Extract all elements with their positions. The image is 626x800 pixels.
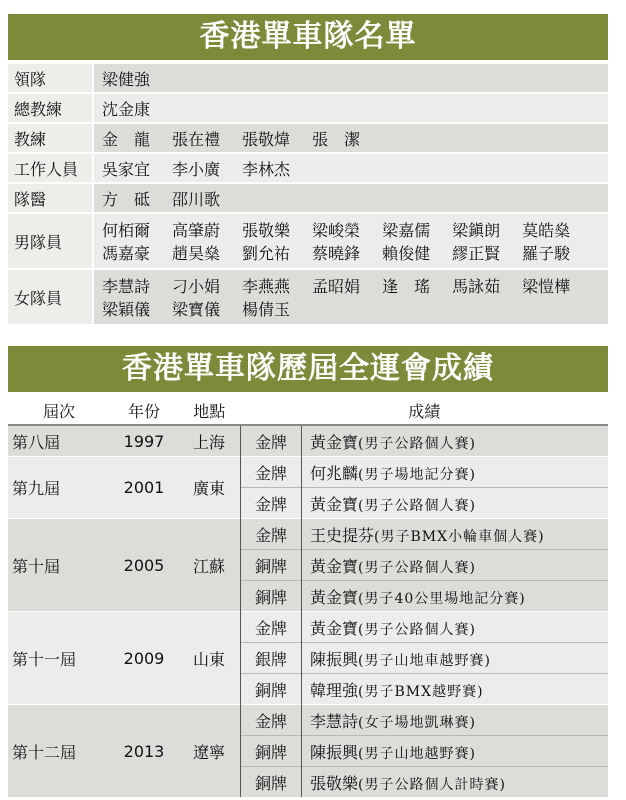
roster-row [8,94,608,124]
roster-name: 邵川歌 [172,189,221,209]
place-cell: 江蘇 [178,519,241,612]
roster-name: 趙昊燊 [172,244,221,263]
roster-names [94,124,608,152]
roster-name: 馬詠茹 [452,277,501,296]
roster-names [94,214,608,268]
event-name: (男子公路個人賽) [358,621,476,638]
roster-row [8,124,608,154]
roster-name: 羅子駿 [522,244,571,263]
medal-cell: 銅牌 [241,736,302,767]
roster-name: 張在禮 [172,129,221,149]
roster-name: 繆正賢 [452,244,501,263]
event-name: (男子公路個人賽) [358,435,476,452]
roster-name: 沈金康 [102,99,151,119]
roster-names [94,94,608,122]
medal-cell: 金牌 [241,705,302,736]
place-cell: 山東 [178,612,241,705]
event-name: (男子BMX越野賽) [358,683,484,700]
roster-row [8,64,608,94]
roster-names [94,64,608,92]
athlete-name: 王史提芬 [310,525,375,545]
edition-cell: 第十一屆 [8,612,110,705]
roster-row [8,214,608,270]
roster-name: 梁寶儀 [172,300,221,319]
roster-name: 張敬樂 [242,221,291,240]
result-row [8,425,608,457]
edition-cell: 第八屆 [8,425,110,457]
roster-title: 香港單車隊名單 [8,14,608,60]
roster-name: 梁穎儀 [102,300,151,319]
result-row [8,519,608,550]
event-name: (男子公路個人賽) [358,559,476,576]
event-name: (男子40公里場地記分賽) [358,590,526,607]
roster-role-label: 總教練 [8,94,94,122]
athlete-name: 陳振興 [310,742,359,762]
roster-row [8,270,608,326]
year-cell: 2013 [110,705,178,798]
medal-cell: 銅牌 [241,674,302,705]
athlete-name: 陳振興 [310,649,359,669]
event-name: (男子山地車越野賽) [358,652,491,669]
roster-row [8,184,608,214]
event-name: (男子公路個人賽) [358,497,476,514]
medal-cell: 金牌 [241,488,302,519]
roster-name: 李小廣 [172,159,221,179]
place-cell: 廣東 [178,457,241,519]
athlete-name: 李慧詩 [310,711,359,731]
medal-cell: 銅牌 [241,767,302,798]
result-cell [302,581,609,612]
result-cell [302,612,609,643]
roster-names [94,154,608,182]
roster-name: 張 潔 [312,129,361,149]
result-cell [302,550,609,581]
roster-name: 劉允祐 [242,244,291,263]
roster-role-label: 教練 [8,124,94,152]
roster-name: 張敬煒 [242,129,291,149]
roster-name: 金 龍 [102,129,151,149]
medal-cell: 金牌 [241,612,302,643]
medal-cell: 金牌 [241,425,302,457]
roster-name: 吳家宜 [102,159,151,179]
result-cell [302,674,609,705]
roster-name: 何栢爾 [102,221,151,240]
athlete-name: 黃金寶 [310,618,359,638]
place-cell: 遼寧 [178,705,241,798]
roster-name: 李慧詩 [102,277,151,296]
roster-names [94,270,608,324]
year-cell: 2001 [110,457,178,519]
roster-name: 梁鎭朗 [452,221,501,240]
roster-name: 逢 瑤 [382,277,431,296]
roster-name: 刁小娟 [172,277,221,296]
header-place: 地點 [178,396,241,425]
roster-name: 蔡曉鋒 [312,244,361,263]
roster-name: 馮嘉豪 [102,244,151,263]
athlete-name: 韓理強 [310,680,359,700]
edition-cell: 第十二屆 [8,705,110,798]
roster-name: 李林杰 [242,159,291,179]
athlete-name: 張敬樂 [310,773,359,793]
roster-name: 孟昭娟 [312,277,361,296]
event-name: (男子BMX小輪車個人賽) [374,528,545,545]
athlete-name: 黃金寶 [310,556,359,576]
roster-name: 楊倩玉 [242,300,291,319]
roster-name: 李燕燕 [242,277,291,296]
medal-cell: 金牌 [241,457,302,488]
medal-cell: 銅牌 [241,550,302,581]
roster-name: 梁嘉儒 [382,221,431,240]
roster-name: 莫皓燊 [522,221,571,240]
result-cell [302,643,609,674]
athlete-name: 黃金寶 [310,494,359,514]
roster-role-label: 工作人員 [8,154,94,182]
event-name: (女子場地凱琳賽) [358,714,476,731]
result-cell [302,736,609,767]
medal-cell: 銀牌 [241,643,302,674]
roster-name: 方 砥 [102,189,151,209]
header-year: 年份 [110,396,178,425]
event-name: (男子山地越野賽) [358,745,476,762]
roster-name: 梁健強 [102,69,151,89]
roster-role-label: 女隊員 [8,270,94,324]
result-cell [302,457,609,488]
results-table [8,396,608,797]
medal-cell: 金牌 [241,519,302,550]
roster-name: 高肇蔚 [172,221,221,240]
edition-cell: 第十屆 [8,519,110,612]
roster-name: 賴俊健 [382,244,431,263]
roster-role-label: 領隊 [8,64,94,92]
result-cell [302,425,609,457]
athlete-name: 何兆麟 [310,463,359,483]
athlete-name: 黃金寶 [310,432,359,452]
roster-role-label: 隊醫 [8,184,94,212]
roster-table [8,64,608,326]
roster-role-label: 男隊員 [8,214,94,268]
result-row [8,457,608,488]
result-cell [302,488,609,519]
edition-cell: 第九屆 [8,457,110,519]
roster-names [94,184,608,212]
result-row [8,705,608,736]
place-cell: 上海 [178,425,241,457]
header-result: 成績 [241,396,609,425]
event-name: (男子公路個人計時賽) [358,776,506,793]
header-edition: 屆次 [8,396,110,425]
roster-name: 梁愷樺 [522,277,571,296]
roster-row [8,154,608,184]
athlete-name: 黃金寶 [310,587,359,607]
results-title: 香港單車隊歷屆全運會成績 [8,346,608,392]
event-name: (男子場地記分賽) [358,466,476,483]
year-cell: 1997 [110,425,178,457]
year-cell: 2005 [110,519,178,612]
year-cell: 2009 [110,612,178,705]
result-row [8,612,608,643]
medal-cell: 銅牌 [241,581,302,612]
result-cell [302,705,609,736]
roster-name: 梁峻榮 [312,221,361,240]
result-cell [302,767,609,798]
result-cell [302,519,609,550]
